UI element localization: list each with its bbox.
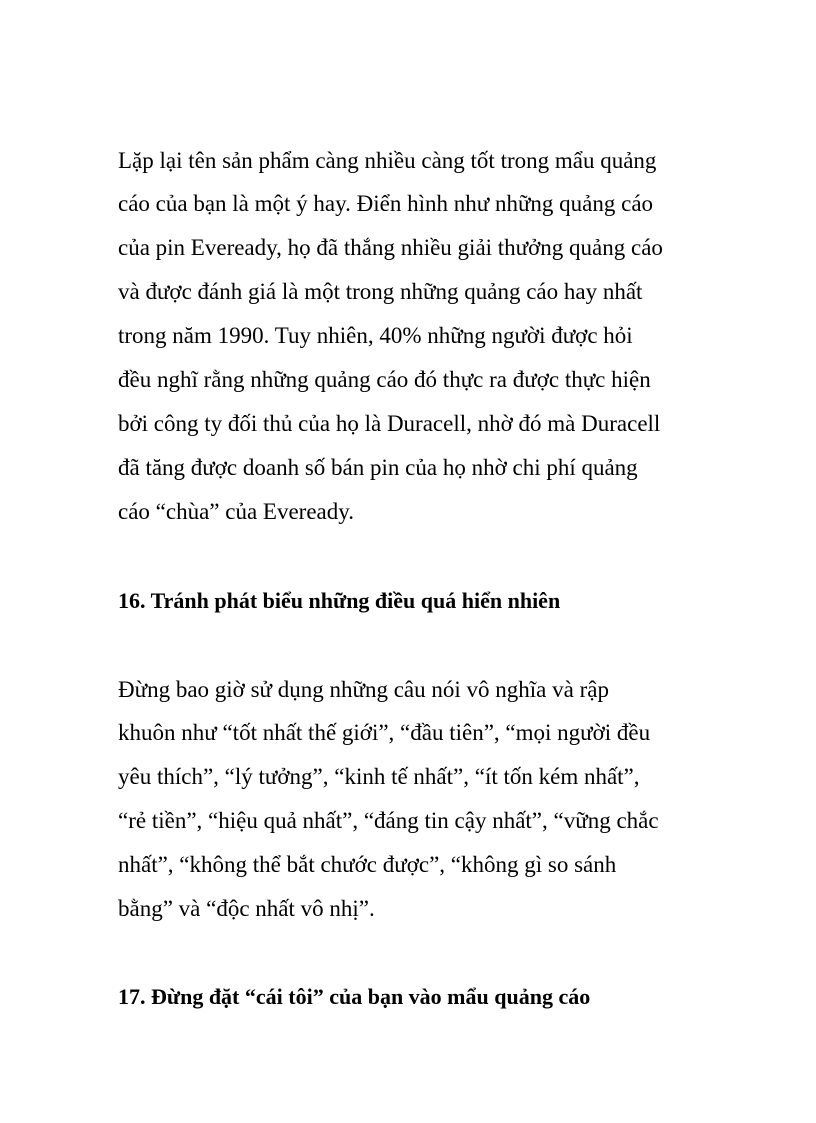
paragraph-1-line: đều nghĩ rằng những quảng cáo đó thực ra được thực hiện <box>118 367 651 392</box>
paragraph-2-line: khuôn như “tốt nhất thế giới”, “đầu tiên”, “mọi người đều <box>118 720 651 745</box>
paragraph-2-line: bằng” và “độc nhất vô nhị”. <box>118 896 375 921</box>
section-heading-16: 16. Tránh phát biểu những điều quá hiển nhiên <box>118 588 561 613</box>
paragraph-2-line: “rẻ tiền”, “hiệu quả nhất”, “đáng tin cậy nhất”, “vững chắc <box>118 808 659 833</box>
paragraph-1-line: bởi công ty đối thủ của họ là Duracell, nhờ đó mà Duracell <box>118 411 661 436</box>
paragraph-1-line: đã tăng được doanh số bán pin của họ nhờ chi phí quảng <box>118 455 638 480</box>
section-heading-17: 17. Đừng đặt “cái tôi” của bạn vào mẩu quảng cáo <box>118 984 591 1009</box>
paragraph-1-line: của pin Eveready, họ đã thắng nhiều giải thưởng quảng cáo <box>118 235 663 260</box>
paragraph-2-line: Đừng bao giờ sử dụng những câu nói vô nghĩa và rập <box>118 677 609 702</box>
paragraph-2-line: nhất”, “không thể bắt chước được”, “không gì so sánh <box>118 852 617 877</box>
paragraph-1-line: trong năm 1990. Tuy nhiên, 40% những người được hỏi <box>118 323 633 348</box>
paragraph-1-line: và được đánh giá là một trong những quảng cáo hay nhất <box>118 279 643 304</box>
paragraph-1-line: Lặp lại tên sản phẩm càng nhiều càng tốt trong mẩu quảng <box>118 148 657 173</box>
paragraph-1-line: cáo của bạn là một ý hay. Điển hình như những quảng cáo <box>118 191 654 216</box>
paragraph-2-line: yêu thích”, “lý tưởng”, “kinh tế nhất”, “ít tốn kém nhất”, <box>118 764 640 789</box>
paragraph-1-line: cáo “chùa” của Eveready. <box>118 499 355 524</box>
